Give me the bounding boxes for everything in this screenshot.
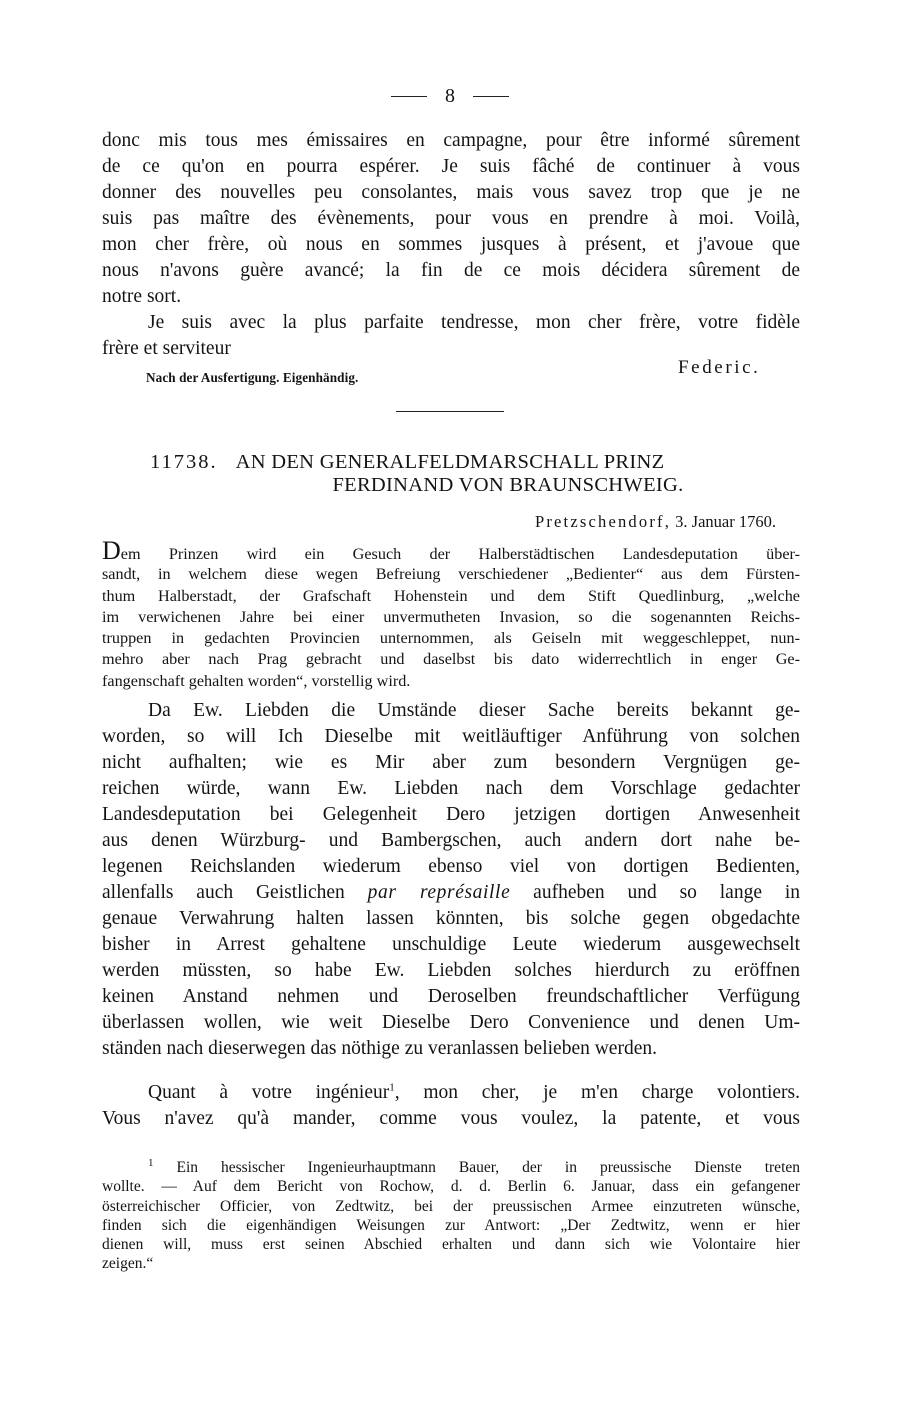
signature: Federic. bbox=[678, 357, 761, 378]
summary-first-line: em Prinzen wird ein Gesuch der Halberstädtischen Landesdeputation über- bbox=[120, 545, 800, 563]
text-line: de ce qu'on en pourra espérer. Je suis fâché de continuer à vous bbox=[102, 156, 800, 177]
text-line: im verwichenen Jahre bei einer unvermutheten Invasion, so die sogenannten Reichs- bbox=[102, 607, 800, 626]
postscript bbox=[102, 1080, 800, 1132]
text-line: mon cher frère, où nous en sommes jusques à présent, et j'avoue que bbox=[102, 234, 800, 255]
text-line: Je suis avec la plus parfaite tendresse, mon cher frère, votre fidèle bbox=[148, 312, 800, 333]
text-line: nicht aufhalten; wie es Mir aber zum besondern Vergnügen ge- bbox=[102, 752, 800, 773]
text-line: suis pas maître des évènements, pour vous en prendre à moi. Voilà, bbox=[102, 208, 800, 229]
text-line: überlassen wollen, wie weit Dieselbe Dero Convenience und denen Um- bbox=[102, 1012, 800, 1033]
text-line: donner des nouvelles peu consolantes, mais vous savez trop que je ne bbox=[102, 182, 800, 203]
text-line bbox=[102, 1158, 800, 1177]
previous-letter-text bbox=[102, 128, 800, 362]
letter-number: 11738. bbox=[150, 451, 218, 473]
text-segment: allenfalls auch Geistlichen bbox=[102, 882, 345, 903]
text-line: reichen würde, wann Ew. Liebden nach dem Vorschlage gedachter bbox=[102, 778, 800, 799]
text-line: österreichischer Officier, von Zedtwitz, bei der preussischen Armee einzutreten wünsche, bbox=[102, 1197, 800, 1215]
text-line: notre sort. bbox=[102, 286, 182, 307]
text-line: frère et serviteur bbox=[102, 338, 231, 359]
text-line: keinen Anstand nehmen und Deroselben freundschaftlicher Verfügung bbox=[102, 986, 800, 1007]
section-divider bbox=[396, 411, 504, 412]
source-note: Nach der Ausfertigung. Eigenhändig. bbox=[146, 370, 359, 385]
text-segment: , mon cher, je m'en charge volontiers. bbox=[394, 1082, 800, 1103]
text-line: ständen nach dieserwegen das nöthige zu veranlassen belieben werden. bbox=[102, 1038, 657, 1059]
text-line bbox=[102, 536, 800, 565]
text-line bbox=[102, 1080, 800, 1106]
text-line: worden, so will Ich Dieselbe mit weitläuftiger Anführung von solchen bbox=[102, 726, 800, 747]
dateline bbox=[480, 512, 776, 532]
text-line: truppen in gedachten Provincien unternommen, als Geiseln mit weggeschleppet, nun- bbox=[102, 629, 800, 648]
header-dash-left bbox=[391, 96, 427, 97]
header-dash-right bbox=[473, 96, 509, 97]
text-line: zeigen.“ bbox=[102, 1255, 154, 1273]
text-line: aus denen Würzburg- und Bambergschen, auch andern dort nahe be- bbox=[102, 830, 800, 851]
letter-summary bbox=[102, 536, 800, 692]
letter-title-line2: FERDINAND VON BRAUNSCHWEIG. bbox=[332, 474, 684, 496]
text-line: sandt, in welchem diese wegen Befreiung verschiedener „Bedienter“ aus dem Fürsten- bbox=[102, 565, 800, 584]
italic-phrase: par représaille bbox=[367, 882, 511, 903]
text-line: nous n'avons guère avancé; la fin de ce mois décidera sûrement de bbox=[102, 260, 800, 281]
letter-place: Pretzschendorf, bbox=[534, 512, 672, 531]
letter-body bbox=[102, 698, 800, 1062]
footnote-marker: 1 bbox=[148, 1156, 154, 1169]
page-header bbox=[0, 84, 900, 108]
text-line: bisher in Arrest gehaltene unschuldige Leute wiederum ausgewechselt bbox=[102, 934, 800, 955]
drop-cap: D bbox=[102, 536, 121, 565]
text-line: mehro aber nach Prag gebracht und daselbst bis dato widerrechtlich in enger Ge- bbox=[102, 650, 800, 669]
letter-title-line1: AN DEN GENERALFELDMARSCHALL PRINZ bbox=[235, 451, 665, 473]
footnote-first-line: Ein hessischer Ingenieurhauptmann Bauer, der in preussische Dienste treten bbox=[176, 1159, 801, 1176]
page-number: 8 bbox=[445, 84, 455, 107]
text-segment: aufheben und so lange in bbox=[533, 882, 800, 903]
letter-heading bbox=[150, 451, 770, 497]
text-line bbox=[102, 880, 800, 906]
text-line: wollte. — Auf dem Bericht von Rochow, d. d. Berlin 6. Januar, dass ein gefangener bbox=[102, 1178, 800, 1196]
text-line: Landesdeputation bei Gelegenheit Dero jetzigen dortigen Anwesenheit bbox=[102, 804, 800, 825]
footnote-reference: 1 bbox=[389, 1081, 395, 1094]
text-line: genaue Verwahrung halten lassen könnten, bis solche gegen obgedachte bbox=[102, 908, 800, 929]
text-line: werden müssten, so habe Ew. Liebden solches hierdurch zu eröffnen bbox=[102, 960, 800, 981]
text-segment: Quant à votre ingénieur bbox=[148, 1082, 390, 1103]
text-line: dienen will, muss erst seinen Abschied erhalten und dann sich wie Volontaire hier bbox=[102, 1236, 800, 1254]
footnote bbox=[102, 1158, 800, 1274]
text-line: finden sich die eigenhändigen Weisungen zur Antwort: „Der Zedtwitz, wenn er hier bbox=[102, 1216, 800, 1234]
text-line: Vous n'avez qu'à mander, comme vous voulez, la patente, et vous bbox=[102, 1108, 800, 1129]
text-line: legenen Reichslanden wiederum ebenso viel von dortigen Bedienten, bbox=[102, 856, 800, 877]
text-line: thum Halberstadt, der Grafschaft Hohenstein und dem Stift Quedlinburg, „welche bbox=[102, 586, 800, 605]
text-line: Da Ew. Liebden die Umstände dieser Sache bereits bekannt ge- bbox=[148, 700, 800, 721]
letter-date: 3. Januar 1760. bbox=[675, 512, 776, 531]
text-line: donc mis tous mes émissaires en campagne, pour être informé sûrement bbox=[102, 130, 800, 151]
text-line: fangenschaft gehalten worden“, vorstellig wird. bbox=[102, 671, 411, 690]
